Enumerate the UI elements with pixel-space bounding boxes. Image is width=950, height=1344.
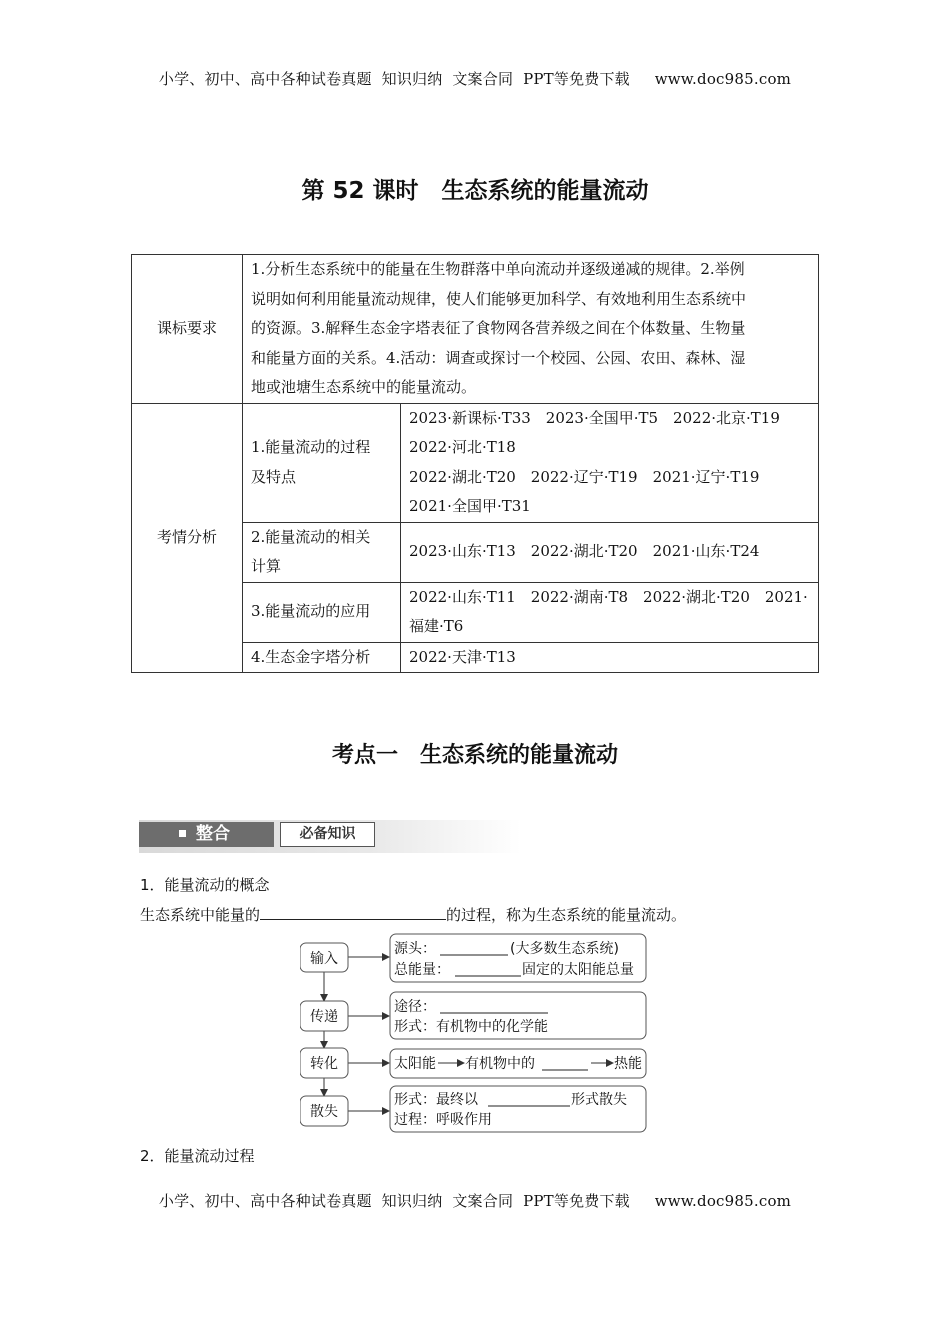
standards-line: 和能量方面的关系。4.活动：调查或探讨一个校园、公园、农田、森林、湿 (251, 348, 746, 367)
knowledge-banner (139, 820, 521, 853)
ref-line: 2022·河北·T18 (409, 438, 516, 456)
standards-line: 的资源。3.解释生态金字塔表征了食物网各营养级之间在个体数量、生物量 (251, 319, 746, 337)
standards-row (132, 255, 819, 404)
stage-label: 散失 (310, 1104, 338, 1120)
stage-input (300, 943, 348, 972)
ref-line: 2023·山东·T13 2022·湖北·T20 2021·山东·T24 (409, 542, 760, 561)
sun-energy: 太阳能 (394, 1056, 436, 1072)
route-label: 途径： (394, 999, 436, 1015)
analysis-topic (243, 642, 401, 673)
source-label: 源头： (394, 941, 436, 957)
heat-energy: 热能 (614, 1056, 642, 1072)
square-bullet-icon (179, 830, 186, 837)
ref-line: 2022·天津·T13 (409, 647, 516, 666)
ref-line: 2022·山东·T11 2022·湖南·T8 2022·湖北·T20 2021· (409, 587, 808, 606)
ref-line: 2023·新课标·T33 2023·全国甲·T5 2022·北京·T19 (409, 408, 780, 427)
stage-transfer (300, 1001, 348, 1031)
loss-detail-box (390, 1086, 646, 1132)
topic-line: 计算 (251, 557, 282, 575)
energy-flow-diagram (300, 932, 652, 1136)
stage-label: 输入 (310, 951, 338, 967)
analysis-refs (401, 403, 819, 522)
source-note: (大多数生态系统) (510, 941, 619, 957)
loss-process: 过程：呼吸作用 (394, 1112, 492, 1128)
ref-line: 福建·T6 (409, 617, 464, 635)
standards-text (243, 255, 819, 404)
requirements-table (131, 254, 819, 673)
section-title: 考点一 生态系统的能量流动 (331, 743, 618, 768)
transfer-form: 形式：有机物中的化学能 (394, 1019, 548, 1035)
ref-line: 2022·湖北·T20 2022·辽宁·T19 2021·辽宁·T19 (409, 467, 760, 486)
standards-line: 1.分析生态系统中的能量在生物群落中单向流动并逐级递减的规律。2.举例 (251, 260, 745, 278)
ref-line: 2021·全国甲·T31 (409, 497, 531, 515)
concept-text-before: 生态系统中能量的 (140, 906, 261, 924)
topic-line: 2.能量流动的相关 (251, 527, 371, 546)
analysis-refs (401, 582, 819, 642)
lesson-title: 第 52 课时 生态系统的能量流动 (301, 178, 649, 204)
analysis-topic (243, 522, 401, 582)
concept-text-after: 的过程，称为生态系统的能量流动。 (446, 906, 687, 924)
analysis-topic (243, 582, 401, 642)
standards-line: 说明如何利用能量流动规律，使人们能够更加科学、有效地利用生态系统中 (251, 289, 747, 308)
topic-line: 及特点 (251, 467, 297, 486)
analysis-topic (243, 403, 401, 522)
process-heading: 2．能量流动过程 (140, 1147, 255, 1165)
analysis-label: 考情分析 (132, 403, 243, 673)
concept-heading: 1．能量流动的概念 (140, 876, 270, 894)
standards-line: 地或池塘生态系统中的能量流动。 (251, 378, 477, 396)
convert-detail-box (390, 1049, 646, 1078)
analysis-refs (401, 642, 819, 673)
banner-subtitle: 必备知识 (280, 822, 375, 847)
page-footer: 小学、初中、高中各种试卷真题 知识归纳 文案合同 PPT等免费下载 www.doc985.com (158, 1192, 792, 1210)
stage-label: 转化 (310, 1056, 338, 1072)
total-label: 总能量： (394, 962, 450, 978)
stage-loss (300, 1096, 348, 1126)
concept-sentence (140, 903, 686, 925)
input-detail-box (390, 934, 646, 982)
loss-form-after: 形式散失 (571, 1092, 627, 1108)
topic-line: 1.能量流动的过程 (251, 438, 371, 456)
answer-blank (260, 903, 446, 920)
banner-tag-label: 整合 (196, 824, 230, 844)
stage-convert (300, 1048, 348, 1078)
organic-matter: 有机物中的 (465, 1056, 535, 1072)
analysis-refs (401, 522, 819, 582)
analysis-row (132, 403, 819, 522)
total-note: 固定的太阳能总量 (522, 962, 634, 978)
page-header: 小学、初中、高中各种试卷真题 知识归纳 文案合同 PPT等免费下载 www.doc985.com (158, 70, 792, 88)
banner-tag (139, 822, 274, 847)
topic-line: 3.能量流动的应用 (251, 602, 371, 621)
standards-label: 课标要求 (132, 255, 243, 404)
topic-line: 4.生态金字塔分析 (251, 647, 371, 666)
loss-form-label: 形式：最终以 (394, 1092, 478, 1108)
transfer-detail-box (390, 992, 646, 1039)
stage-label: 传递 (310, 1009, 338, 1025)
